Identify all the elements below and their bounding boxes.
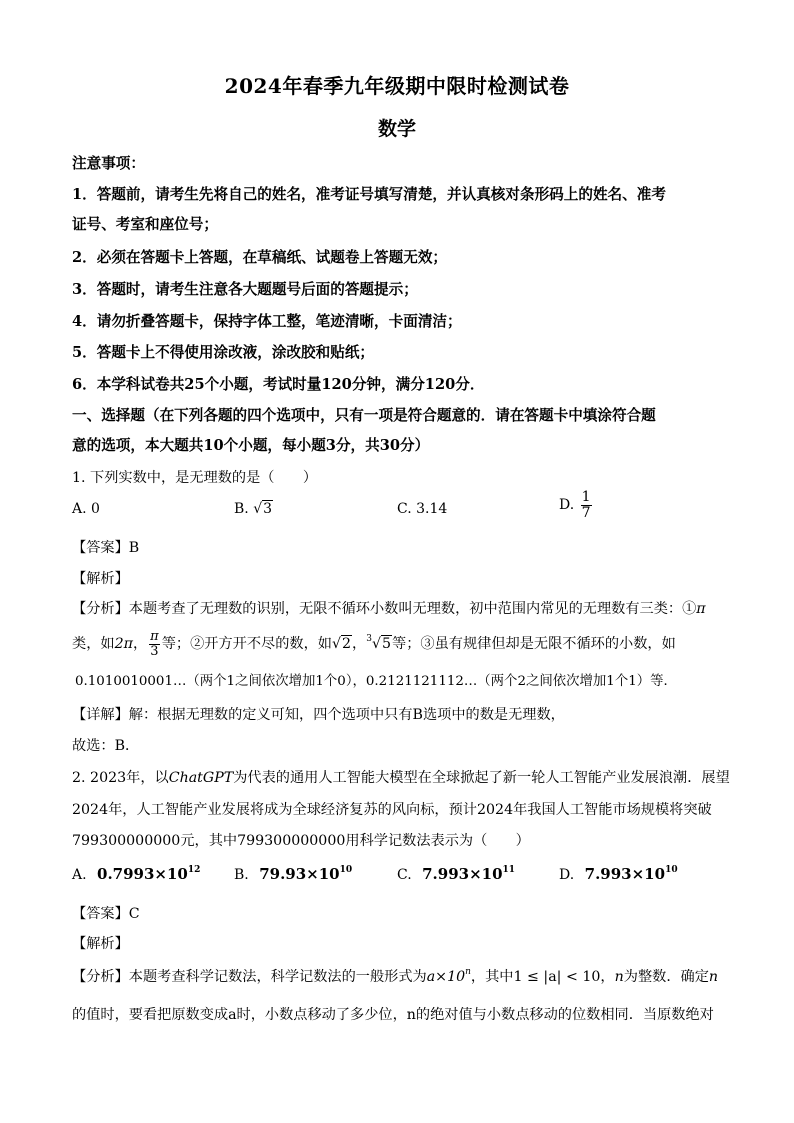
notice-item-2: 2．必须在答题卡上答题，在草稿纸、试题卷上答题无效；	[72, 249, 448, 266]
q1-fenxi-sqrt2-value: 2	[342, 636, 352, 653]
q1-fenxi-text2a: 类，如	[72, 636, 115, 653]
q1-fenxi-text2e: 等；③虽有规律但却是无限不循环的小数，如	[392, 636, 676, 653]
notice-heading: 注意事项：	[72, 155, 145, 172]
q2-option-d-label: D.	[559, 867, 575, 883]
q2-stem-line3: 799300000000元，其中799300000000用科学记数法表示为（ ）	[72, 833, 530, 849]
q2-option-c-value	[422, 865, 515, 883]
q2-option-a	[72, 865, 200, 883]
q1-detail	[72, 704, 565, 724]
section-heading-line2: 意的选项，本大题共10个小题，每小题3分，共30分）	[72, 437, 430, 454]
q1-option-c-value: 3.14	[416, 501, 448, 517]
q1-option-a-value: 0	[91, 501, 100, 517]
q2-option-c-base: 7.993×10	[422, 865, 503, 883]
q2-fenxi-tag: 【分析】	[72, 969, 129, 985]
q1-stem: 1. 下列实数中，是无理数的是（ ）	[72, 470, 318, 486]
q1-fenxi-text2d: ，	[352, 636, 367, 653]
q2-stem-line2: 2024年，人工智能产业发展将成为全球经济复苏的风向标，预计2024年我国人工智能市场规模将突破	[72, 802, 712, 818]
q2-option-b-exp: 10	[339, 865, 353, 875]
q2-option-d-exp: 10	[665, 865, 678, 875]
q2-option-c-exp: 11	[502, 865, 516, 875]
q1-option-c	[397, 501, 447, 517]
q2-option-a-value	[97, 865, 200, 883]
notice-item-6: 6．本学科试卷共25个小题，考试时量120分钟，满分120分．	[72, 376, 485, 393]
q1-fenxi-tag: 【分析】	[72, 601, 129, 617]
q1-option-a-label: A.	[72, 501, 87, 517]
q1-answer: 【答案】B	[72, 540, 140, 556]
q2-option-d-value	[585, 865, 678, 883]
q1-option-d-fraction	[581, 490, 592, 520]
q1-option-b-value: 3	[263, 501, 273, 517]
q1-fenxi-cbrt5: $^3$√5	[366, 634, 392, 653]
q1-option-d	[559, 490, 594, 520]
q1-fenxi-text2c: 等；②开方开不尽的数，如	[161, 636, 332, 653]
section-heading-line1: 一、选择题（在下列各题的四个选项中，只有一项是符合题意的．请在答题卡中填涂符合题	[72, 407, 656, 424]
q1-fenxi-text2b: ，	[132, 636, 148, 653]
notice-item-1-cont: 证号、考室和座位号；	[72, 216, 218, 233]
q2-fenxi-text1d: 为整数．确定	[623, 969, 709, 985]
q2-fenxi-text1c: ，	[600, 969, 615, 985]
q2-fenxi-form	[427, 969, 471, 985]
notice-item-1: 1．答题前，请考生先将自己的姓名，准考证号填写清楚，并认真核对条形码上的姓名、准考	[72, 186, 666, 203]
q2-fenxi-line1	[72, 966, 718, 986]
q2-answer: 【答案】C	[72, 906, 140, 922]
q1-option-b	[234, 501, 273, 517]
q1-fenxi-cbrt5-value: 5	[382, 636, 392, 653]
q2-stem-chatgpt: ChatGPT	[168, 770, 234, 786]
exam-title: 2024年春季九年级期中限时检测试卷	[224, 74, 570, 98]
q2-stem-text1a: 2. 2023年，以	[72, 770, 169, 786]
q1-detail-text: 解：根据无理数的定义可知，四个选项中只有B选项中的数是无理数，	[128, 707, 565, 723]
q2-option-b-value	[259, 865, 352, 883]
q2-fenxi-form-base: a×10	[426, 969, 466, 985]
q1-choose: 故选：B．	[72, 738, 140, 754]
q1-fenxi-text1: 本题考查了无理数的识别，无限不循环小数叫无理数，初中范围内常见的无理数有三类：①	[128, 601, 697, 617]
q2-option-b-base: 79.93×10	[259, 865, 340, 883]
q1-option-b-sqrt: √3	[253, 501, 273, 517]
notice-item-3: 3．答题时，请考生注意各大题题号后面的答题提示；	[72, 281, 418, 298]
q1-analysis-tag: 【解析】	[72, 571, 129, 587]
q1-fenxi-line3: 0.1010010001…（两个1之间依次增加1个0），0.2121121112…（两个2之间依次增加1个1）等．	[75, 674, 677, 689]
notice-item-4: 4．请勿折叠答题卡，保持字体工整，笔迹清晰，卡面清洁；	[72, 313, 462, 330]
q2-option-a-base: 0.7993×10	[97, 865, 188, 883]
q2-fenxi-line2: 的值时，要看把原数变成a时，小数点移动了多少位，n的绝对值与小数点移动的位数相同．当原数绝对	[72, 1007, 714, 1023]
q2-option-a-exp: 12	[187, 865, 201, 875]
q2-option-b-label: B.	[234, 867, 249, 883]
q2-option-d	[559, 865, 678, 883]
q2-stem-text1b: 为代表的通用人工智能大模型在全球掀起了新一轮人工智能产业发展浪潮．展望	[233, 770, 730, 786]
q2-fenxi-n: n	[614, 969, 624, 985]
q1-fenxi-cbrt-index: 3	[366, 634, 372, 645]
q2-option-a-label: A.	[72, 867, 87, 883]
q2-fenxi-range: 1 ≤ |a| < 10	[513, 969, 601, 985]
q1-option-a	[72, 501, 100, 517]
q2-option-c	[397, 865, 515, 883]
q2-option-d-base: 7.993×10	[584, 865, 666, 883]
exam-subject: 数学	[377, 118, 416, 140]
q1-fenxi-frac-num: π	[150, 629, 159, 644]
q1-option-c-label: C.	[397, 501, 412, 517]
q2-option-c-label: C.	[397, 867, 412, 883]
q2-fenxi-n2: n	[708, 969, 719, 985]
q2-fenxi-text1a: 本题考查科学记数法，科学记数法的一般形式为	[128, 969, 427, 985]
q1-fenxi-pi: π	[696, 601, 706, 617]
q1-fenxi-frac-den: 3	[150, 643, 159, 659]
q1-fenxi-pi-over-3	[149, 630, 160, 658]
q1-option-d-label: D.	[559, 497, 575, 514]
q1-option-d-numerator: 1	[581, 489, 591, 505]
q2-analysis-tag: 【解析】	[72, 936, 129, 952]
q2-fenxi-text1b: ，其中	[470, 969, 514, 985]
q1-detail-tag: 【详解】	[72, 707, 129, 723]
q2-fenxi-form-exp: n	[465, 967, 471, 977]
q1-fenxi-line1	[72, 598, 706, 618]
q1-option-b-label: B.	[234, 501, 249, 517]
q1-fenxi-line2	[72, 630, 676, 658]
q2-option-b	[234, 865, 352, 883]
q1-fenxi-2pi: 2π	[114, 636, 133, 653]
notice-item-5: 5．答题卡上不得使用涂改液，涂改胶和贴纸；	[72, 344, 375, 361]
q1-fenxi-sqrt2: √2	[331, 636, 352, 653]
q2-stem-line1	[72, 767, 730, 787]
q1-option-d-denominator: 7	[581, 504, 591, 521]
